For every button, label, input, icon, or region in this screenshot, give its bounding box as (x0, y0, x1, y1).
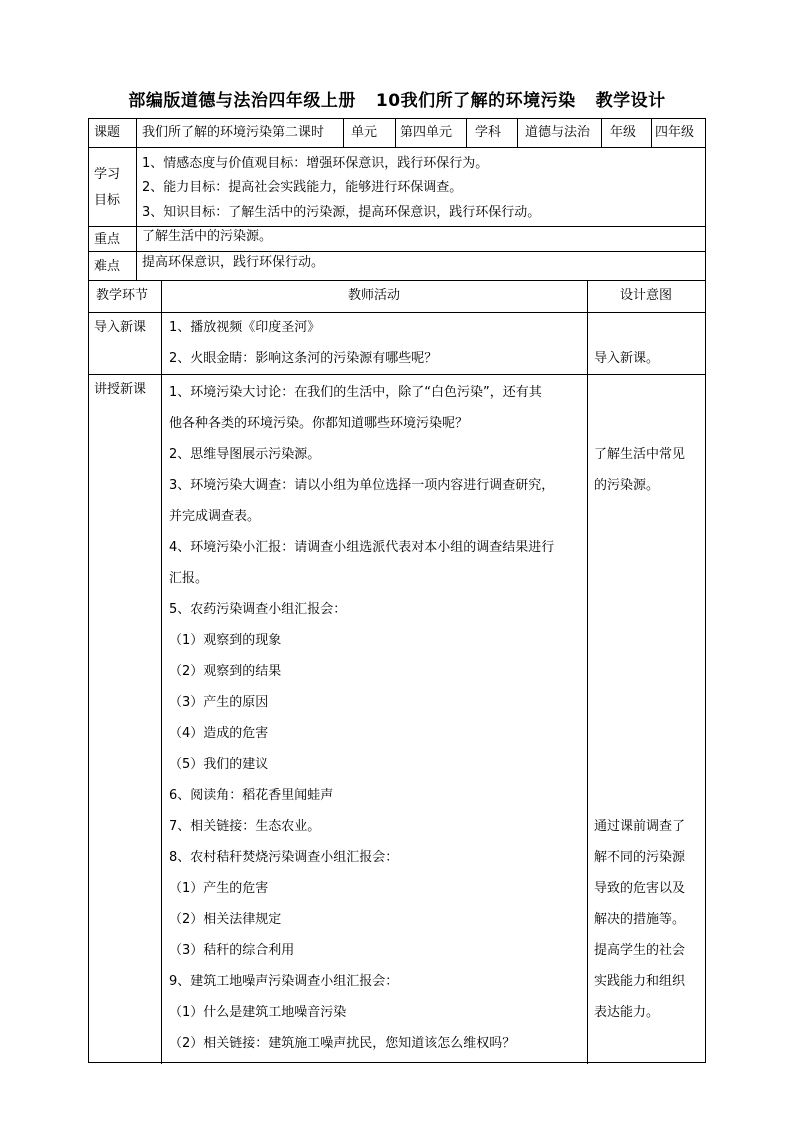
activity-line: （4）造成的危害 (169, 726, 269, 741)
activity-line: （1）什么是建筑工地噪音污染 (169, 1005, 347, 1020)
activity-line: （3）秸秆的综合利用 (169, 943, 295, 958)
intent-line: 实践能力和组织 (594, 974, 686, 989)
activity-line: 汇报。 (169, 571, 209, 586)
document-title (0, 86, 794, 111)
goal-item: 2、能力目标：提高社会实践能力，能够进行环保调查。 (142, 180, 463, 195)
intent-line: 通过课前调查了 (594, 819, 686, 834)
col-header-teacher: 教师活动 (347, 288, 400, 303)
subject-value: 道德与法治 (525, 125, 591, 140)
activity-line: 7、相关链接：生态农业。 (169, 819, 321, 834)
grade-value: 四年级 (655, 125, 695, 140)
lecture-stage: 讲授新课 (94, 382, 147, 397)
key-point-label: 重点 (94, 232, 121, 247)
intent-line: 导致的危害以及 (594, 881, 686, 896)
unit-value: 第四单元 (400, 125, 453, 140)
intro-activity: 2、火眼金睛：影响这条河的污染源有哪些呢？ (169, 351, 438, 366)
activity-line: 4、环境污染小汇报：请调查小组选派代表对本小组的调查结果进行 (169, 540, 555, 555)
goal-item: 1、情感态度与价值观目标：增强环保意识，践行环保行为。 (142, 156, 489, 171)
title-part-1: 部编版道德与法治四年级上册 (128, 91, 356, 111)
topic-label: 课题 (94, 125, 121, 140)
intent-line: 提高学生的社会 (594, 943, 686, 958)
intent-line: 了解生活中常见 (594, 447, 686, 462)
activity-line: 8、农村秸秆焚烧污染调查小组汇报会： (169, 850, 399, 865)
intent-line: 的污染源。 (594, 478, 660, 493)
activity-line: （2）相关法律规定 (169, 912, 282, 927)
key-point-value: 了解生活中的污染源。 (142, 229, 273, 244)
title-part-2: 10我们所了解的环境污染 (375, 91, 576, 111)
topic-value: 我们所了解的环境污染第二课时 (142, 125, 325, 140)
activity-line: （1）产生的危害 (169, 881, 269, 896)
intent-line: 表达能力。 (594, 1005, 660, 1020)
difficulty-value: 提高环保意识，践行环保行动。 (142, 255, 325, 270)
activity-line: （5）我们的建议 (169, 757, 269, 772)
intro-activity: 1、播放视频《印度圣河》 (169, 320, 321, 335)
activity-line: 2、思维导图展示污染源。 (169, 447, 321, 462)
col-header-intent: 设计意图 (619, 288, 672, 303)
activity-line: （2）观察到的结果 (169, 664, 282, 679)
grade-label: 年级 (610, 125, 637, 140)
activity-line: 他各种各类的环境污染。你都知道哪些环境污染呢？ (169, 416, 469, 431)
goal-item: 3、知识目标：了解生活中的污染源，提高环保意识，践行环保行动。 (142, 205, 541, 220)
goals-label-1: 学习 (94, 167, 121, 182)
intent-line: 解不同的污染源 (594, 850, 686, 865)
subject-label: 学科 (475, 125, 502, 140)
activity-line: （1）观察到的现象 (169, 633, 282, 648)
unit-label: 单元 (351, 125, 378, 140)
intro-intent: 导入新课。 (594, 351, 660, 366)
lesson-plan-table (88, 118, 706, 1063)
activity-line: 1、环境污染大讨论：在我们的生活中，除了“白色污染”，还有其 (169, 385, 542, 400)
activity-line: 5、农药污染调查小组汇报会： (169, 602, 347, 617)
activity-line: 9、建筑工地噪声污染调查小组汇报会： (169, 974, 399, 989)
activity-line: （2）相关链接：建筑施工噪声扰民，您知道该怎么维权吗？ (169, 1036, 516, 1051)
col-header-stage: 教学环节 (96, 288, 149, 303)
activity-line: 并完成调查表。 (169, 509, 261, 524)
activity-line: 6、阅读角：稻花香里闻蛙声 (169, 788, 334, 803)
activity-line: （3）产生的原因 (169, 695, 269, 710)
activity-line: 3、环境污染大调查：请以小组为单位选择一项内容进行调查研究， (169, 478, 555, 493)
goals-label-2: 目标 (94, 193, 121, 208)
intro-stage: 导入新课 (94, 320, 147, 335)
difficulty-label: 难点 (94, 259, 121, 274)
title-part-3: 教学设计 (595, 91, 666, 111)
intent-line: 解决的措施等。 (594, 912, 686, 927)
